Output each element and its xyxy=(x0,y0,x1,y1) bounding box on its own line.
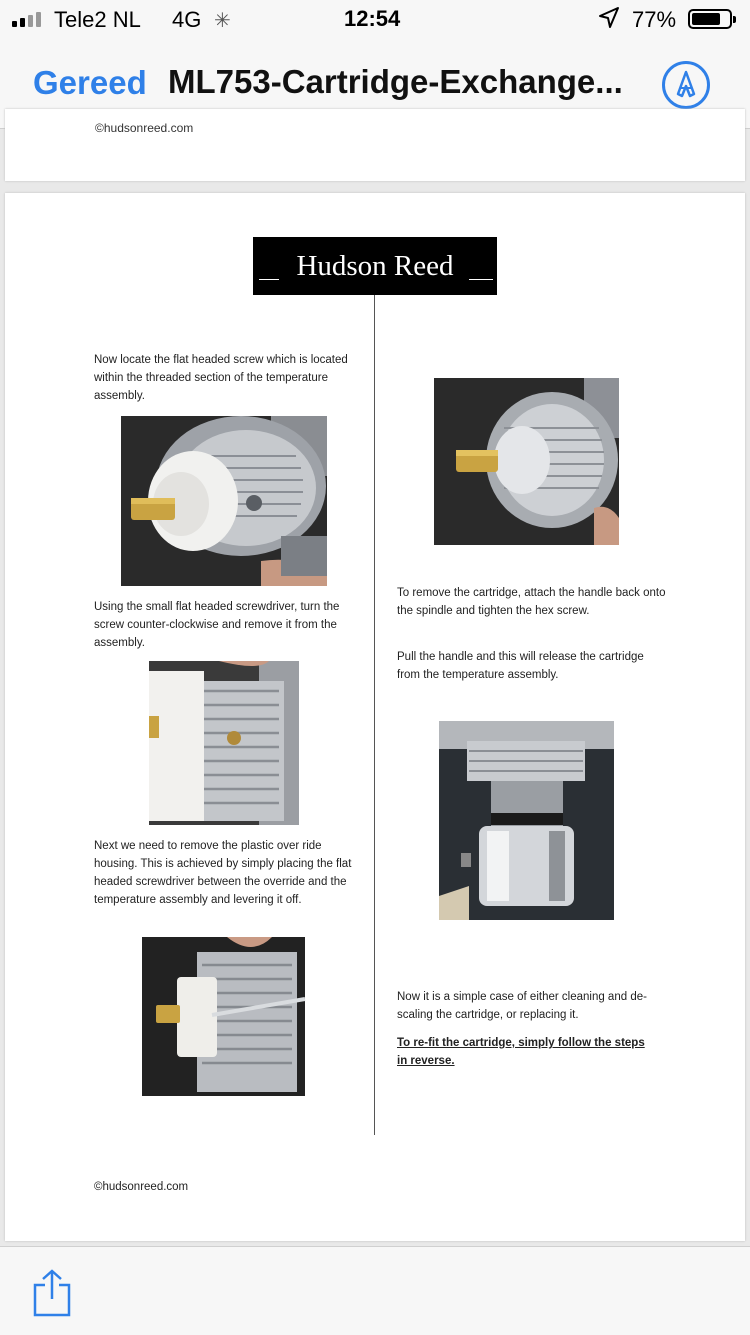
right-paragraph-3: Now it is a simple case of either cleaning and de-scaling the cartridge, or replacing it. xyxy=(397,991,647,1021)
right-paragraph-1: To remove the cartridge, attach the handle back onto the spindle and tighten the hex screw. xyxy=(397,587,666,617)
photo-screw-removal xyxy=(149,661,299,825)
left-paragraph-2: Using the small flat headed screwdriver, turn the screw counter-clockwise and remove it from the assembly. xyxy=(94,601,340,649)
battery-percentage: 77% xyxy=(632,7,677,32)
photo-screw-location xyxy=(121,416,327,586)
pdf-viewer[interactable] xyxy=(0,121,750,1245)
photo-cartridge-spindle xyxy=(434,378,619,545)
status-bar xyxy=(0,0,750,40)
network-label: 4G xyxy=(172,7,202,32)
markup-button[interactable] xyxy=(662,61,710,109)
left-paragraph-3: Next we need to remove the plastic over ride housing. This is achieved by simply placing the flat headed screwdriver between the override and the temperature assembly and levering it off. xyxy=(94,840,352,906)
left-paragraph-1: Now locate the flat headed screw which is located within the threaded section of the temperature assembly. xyxy=(94,354,348,402)
right-paragraph-4: To re-fit the cartridge, simply follow the steps in reverse. xyxy=(397,1037,645,1067)
bottom-toolbar xyxy=(0,1246,750,1335)
previous-page xyxy=(5,109,745,181)
done-button[interactable]: Gereed xyxy=(33,64,147,101)
share-button[interactable] xyxy=(32,1269,72,1317)
clock: 12:54 xyxy=(344,6,401,31)
location-arrow-icon xyxy=(598,6,620,30)
logo-left-bar xyxy=(259,279,279,280)
share-icon xyxy=(35,1271,69,1315)
document-page xyxy=(5,193,745,1241)
document-title: ML753-Cartridge-Exchange... xyxy=(168,63,623,100)
right-paragraph-2: Pull the handle and this will release the cartridge from the temperature assembly. xyxy=(397,651,644,681)
logo-text: Hudson Reed xyxy=(296,250,454,282)
page-footer: ©hudsonreed.com xyxy=(94,1181,189,1193)
column-divider xyxy=(374,295,375,1135)
activity-spinner-icon: ✳ xyxy=(214,10,231,32)
hudson-reed-logo xyxy=(253,237,497,295)
photo-cartridge-pulled xyxy=(439,721,614,920)
photo-override-removal xyxy=(142,937,305,1096)
markup-pen-icon xyxy=(665,64,707,106)
battery-icon xyxy=(688,9,732,29)
signal-icon xyxy=(12,12,41,27)
carrier-label: Tele2 NL xyxy=(54,7,141,32)
logo-right-bar xyxy=(469,279,493,280)
previous-page-footer: ©hudsonreed.com xyxy=(95,121,194,135)
